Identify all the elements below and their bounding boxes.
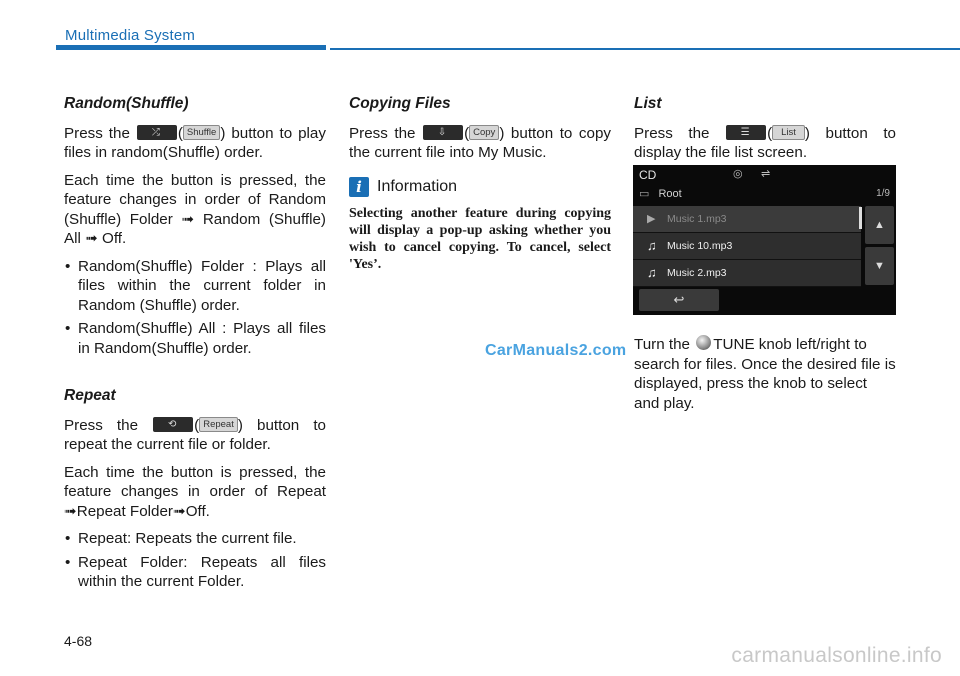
repeat-para-1 bbox=[64, 416, 326, 455]
folder-row bbox=[639, 187, 682, 200]
file-list-screen bbox=[633, 165, 896, 315]
list-item: • Repeat Folder: Repeats all files within the current Folder. bbox=[64, 553, 326, 592]
screen-header bbox=[633, 165, 896, 185]
shuffle-icon: ⤮ bbox=[151, 126, 160, 138]
information-heading bbox=[349, 177, 611, 197]
header-rule-thin bbox=[330, 48, 960, 50]
list-item: • Random(Shuffle) All : Plays all files in Random(Shuffle) order. bbox=[64, 319, 326, 358]
copy-button-image bbox=[423, 125, 463, 140]
copy-label-image: Copy bbox=[469, 125, 499, 140]
scrollbar[interactable] bbox=[859, 207, 862, 229]
repeat-para-2: Each time the button is pressed, the feature changes in order of Repeat ➟Repeat Folder➟Off. bbox=[64, 463, 326, 520]
back-button[interactable] bbox=[639, 289, 719, 311]
scroll-up-button[interactable] bbox=[865, 206, 894, 244]
text: Press the bbox=[634, 124, 710, 142]
heading-list: List bbox=[634, 95, 662, 112]
folder-icon: ▭ bbox=[639, 188, 650, 200]
repeat-bullets bbox=[64, 529, 326, 592]
scroll-down-button[interactable] bbox=[865, 247, 894, 285]
copy-icon: ⇩ bbox=[437, 126, 447, 138]
table-row[interactable] bbox=[633, 260, 861, 287]
random-para-1 bbox=[64, 124, 326, 163]
information-title: Information bbox=[377, 177, 458, 195]
list-label-image: List bbox=[772, 125, 805, 140]
random-bullets bbox=[64, 257, 326, 359]
text: ( bbox=[464, 124, 470, 142]
information-body: Selecting another feature during copying will display a pop-up asking whether you wish to cancel copying. To cancel, select 'Yes’. bbox=[349, 205, 611, 272]
text: ( bbox=[177, 124, 183, 142]
column-right bbox=[634, 94, 896, 171]
column-left bbox=[64, 94, 326, 600]
text: Turn the bbox=[634, 336, 690, 353]
back-arrow-icon: ↩ bbox=[673, 292, 685, 307]
list-icon: ☰ bbox=[740, 126, 750, 138]
triangle-up-icon: ▲ bbox=[874, 219, 885, 231]
watermark: CarManuals2.com bbox=[485, 342, 627, 359]
file-name: Music 1.mp3 bbox=[667, 213, 727, 225]
text: ) button to display the file list screen. bbox=[634, 124, 896, 161]
text: ( bbox=[194, 416, 200, 434]
list-button-image bbox=[726, 125, 766, 140]
list-item: • Repeat: Repeats the current file. bbox=[64, 529, 326, 549]
copy-para-1 bbox=[349, 124, 611, 163]
list-para-1 bbox=[634, 124, 896, 163]
list-item: • Random(Shuffle) Folder : Plays all files within the current folder in Random (Shuffle) order. bbox=[64, 257, 326, 316]
music-note-icon: ♫ bbox=[647, 265, 657, 280]
table-row[interactable] bbox=[633, 233, 861, 260]
shuffle-label-image: Shuffle bbox=[183, 125, 220, 140]
music-note-icon: ♫ bbox=[647, 238, 657, 253]
shuffle-button-image bbox=[137, 125, 177, 140]
tune-knob-icon bbox=[696, 335, 711, 350]
usb-icon: ⇌ bbox=[761, 168, 771, 180]
text: Press the bbox=[64, 416, 139, 434]
list-para-2-container bbox=[634, 335, 896, 421]
text: Press the bbox=[349, 124, 416, 142]
table-row[interactable] bbox=[633, 206, 861, 233]
repeat-button-image bbox=[153, 417, 193, 432]
disc-icon: ◎ bbox=[733, 168, 743, 180]
triangle-down-icon: ▼ bbox=[874, 260, 885, 272]
folder-name: Root bbox=[658, 188, 682, 200]
section-title: Multimedia System bbox=[65, 27, 196, 44]
file-counter: 1/9 bbox=[876, 188, 890, 199]
text: ( bbox=[767, 124, 773, 142]
text: ) button to copy the current file into My Music. bbox=[349, 124, 611, 161]
play-icon: ▶ bbox=[647, 213, 656, 225]
repeat-label-image: Repeat bbox=[199, 417, 238, 432]
heading-copying-files: Copying Files bbox=[349, 95, 451, 112]
repeat-icon: ⟲ bbox=[167, 418, 177, 430]
column-middle bbox=[349, 94, 611, 273]
information-icon: i bbox=[349, 177, 369, 197]
text: ) button to play files in random(Shuffle) order. bbox=[64, 124, 326, 161]
list-para-2 bbox=[634, 335, 896, 413]
random-para-2: Each time the button is pressed, the feature changes in order of Random (Shuffle) Folder ➟ Random (Shuffle) All ➟ Off. bbox=[64, 171, 326, 247]
heading-random-shuffle: Random(Shuffle) bbox=[64, 95, 189, 112]
header-rule-thick bbox=[56, 45, 326, 50]
source-label: CD bbox=[639, 168, 657, 182]
page-number: 4-68 bbox=[64, 633, 93, 649]
text: ) button to repeat the current file or folder. bbox=[64, 416, 327, 453]
file-name: Music 10.mp3 bbox=[667, 240, 733, 252]
heading-repeat: Repeat bbox=[64, 387, 116, 404]
text: TUNE knob left/right to search for files. Once the desired file is displayed, press the knob to select and play. bbox=[634, 336, 896, 412]
file-name: Music 2.mp3 bbox=[667, 267, 727, 279]
text: Press the bbox=[64, 124, 130, 142]
footer-watermark: carmanualsonline.info bbox=[731, 644, 942, 667]
